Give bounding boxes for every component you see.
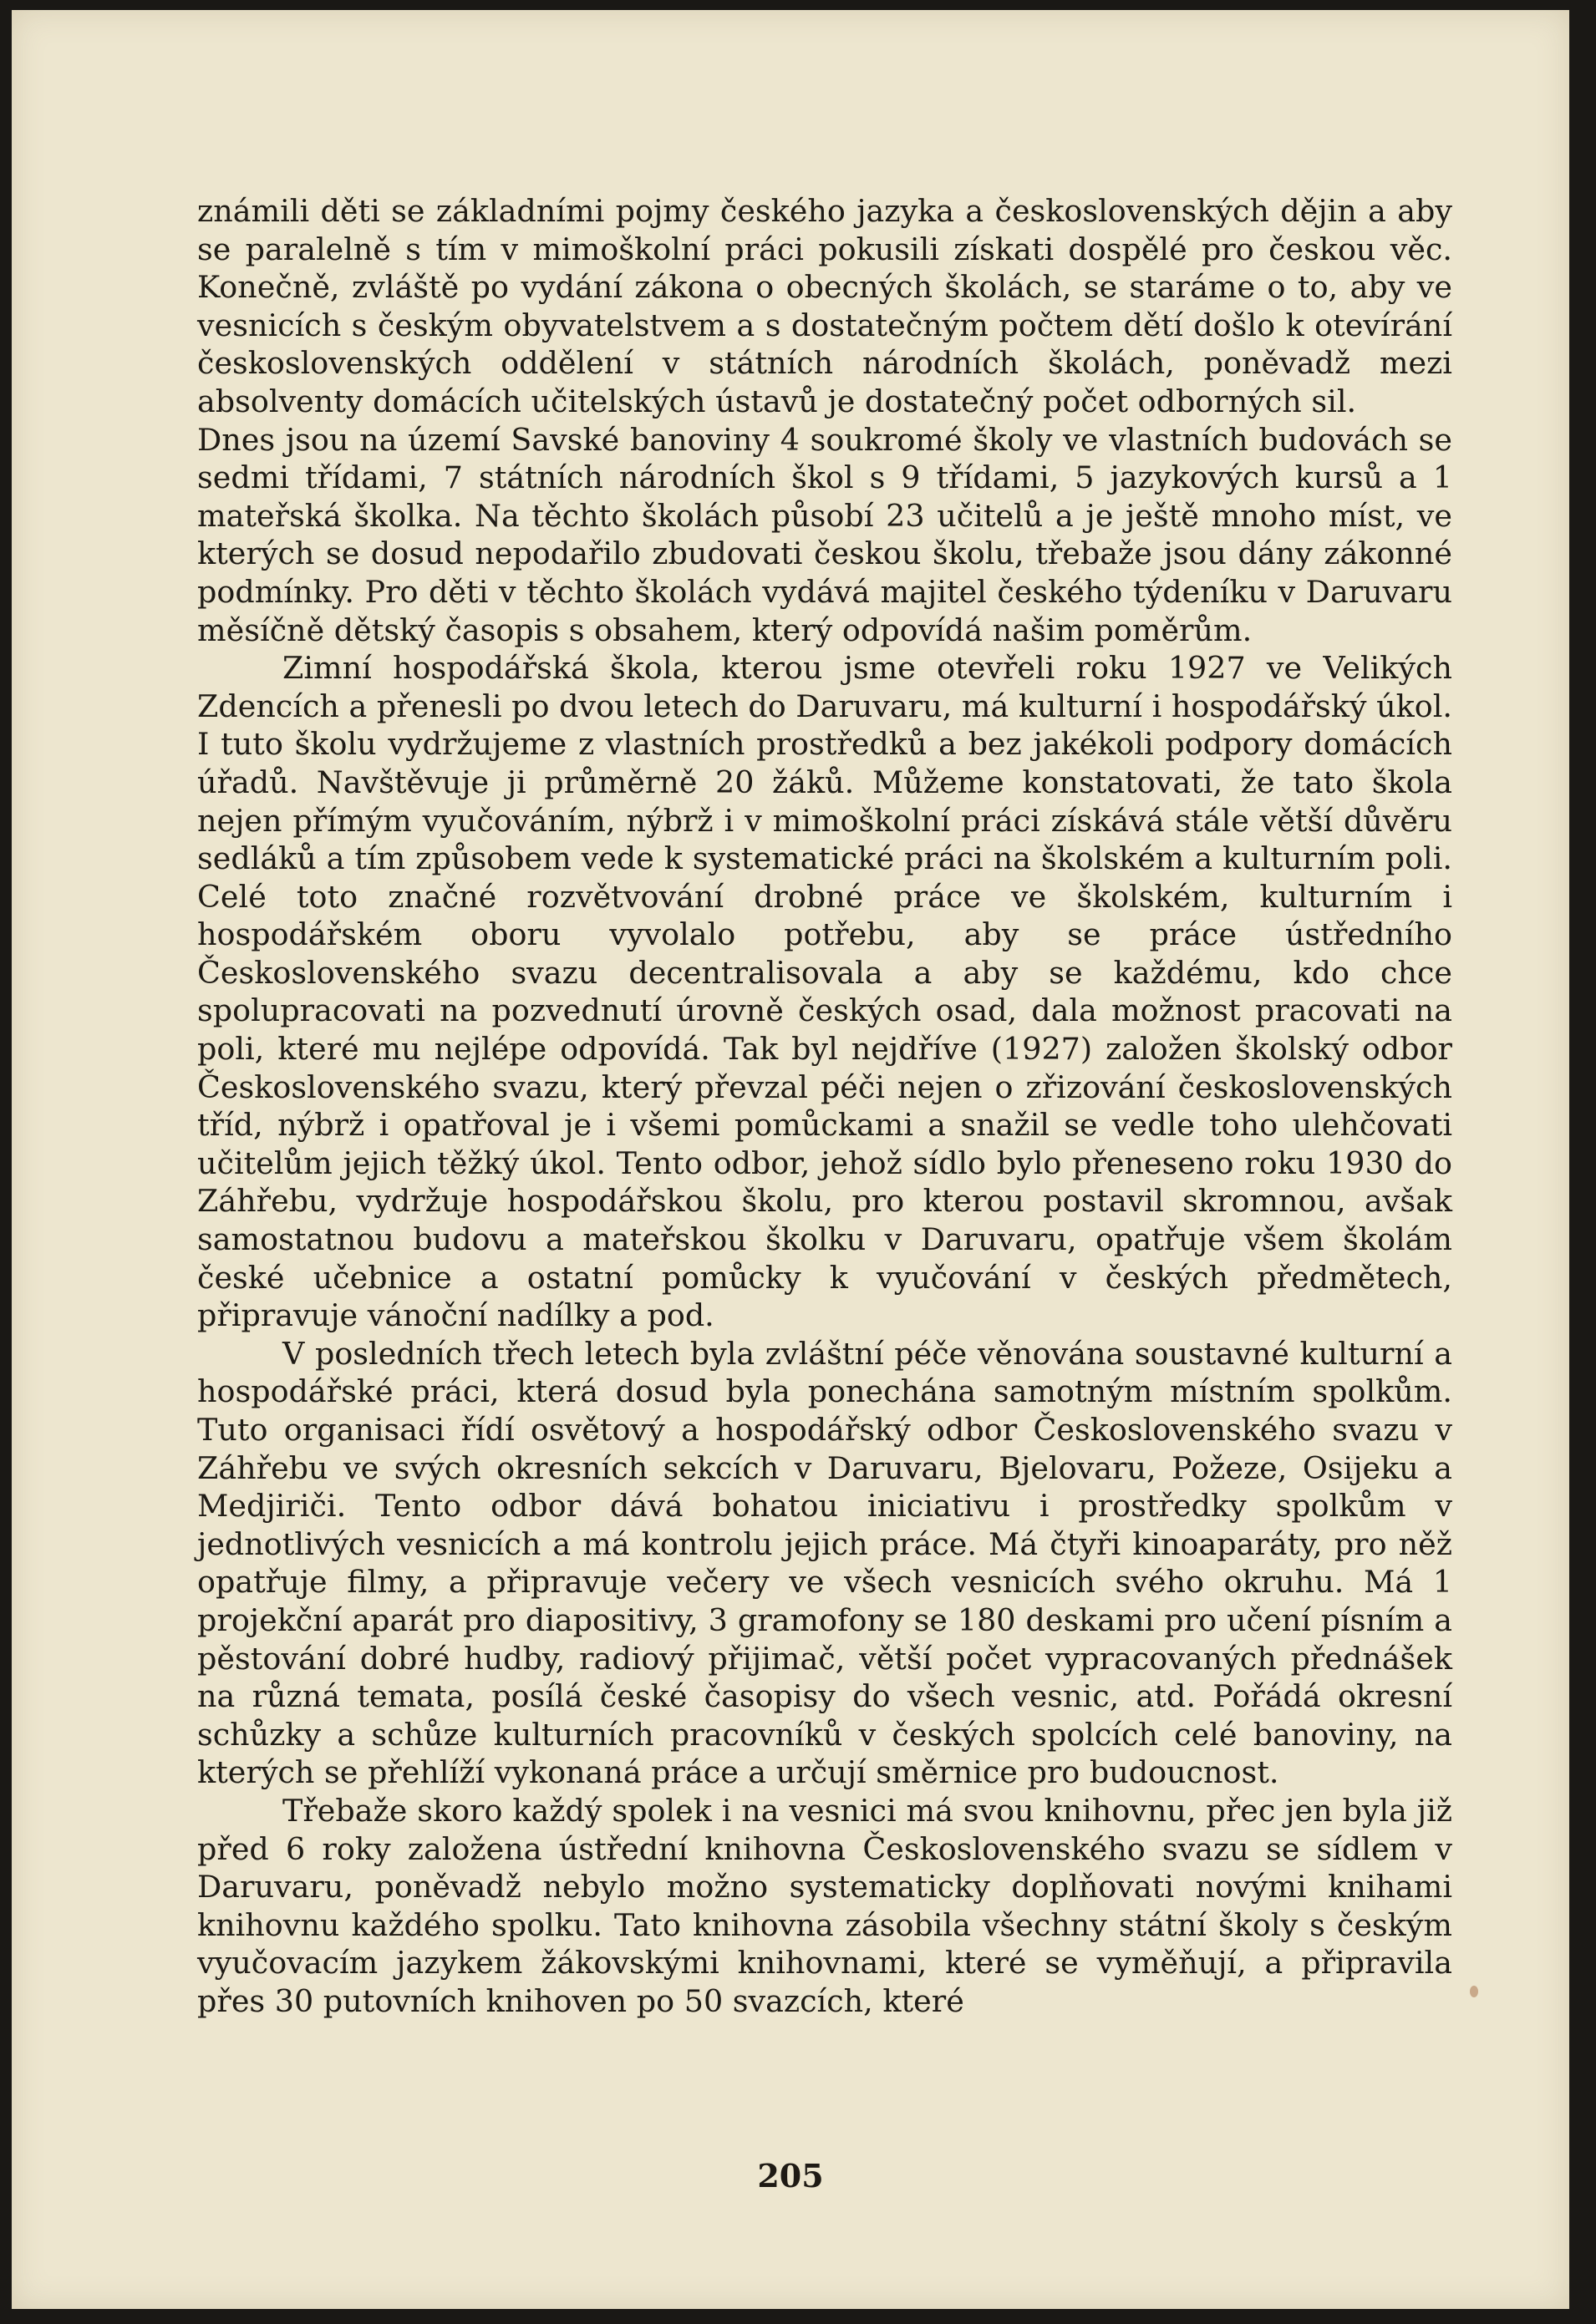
paragraph-3: Zimní hospodářská škola, kterou jsme otevřeli roku 1927 ve Velikých Zdencích a přenesli po dvou letech do Daruvaru, má kulturní i hospodářský úkol. I tuto školu vydržujeme z vlastních prostředků a bez jakékoli podpory domácích úřadů. Navštěvuje ji průměrně 20 žáků. Můžeme konstatovati, že tato škola nejen přímým vyučováním, nýbrž i v mimoškolní práci získává stále větší důvěru sedláků a tím způsobem vede k systematické práci na školském a kulturním poli. Celé toto značné rozvětvování drobné práce ve školském, kulturním i hospodářském oboru vyvolalo potřebu, aby se práce ústředního Československého svazu decentralisovala a aby se každému, kdo chce spolupracovati na pozvednutí úrovně českých osad, dala možnost pracovati na poli, které mu nejlépe odpovídá. Tak byl nejdříve (1927) založen školský odbor Československého svazu, který převzal péči nejen o zřizování československých tříd, nýbrž i opatřoval je i všemi pomůckami a snažil se vedle toho ulehčovati učitelům jejich těžký úkol. Tento odbor, jehož sídlo bylo přeneseno roku 1930 do Záhřebu, vydržuje hospodářskou školu, pro kterou postavil skromnou, avšak samostatnou budovu a mateřskou školku v Daruvaru, opatřuje všem školám české učebnice a ostatní pomůcky k vyučování v českých předmětech, připravuje vánoční nadílky a pod. <box>197 650 1452 1334</box>
body-text <box>197 192 1452 2021</box>
paragraph-5: Třebaže skoro každý spolek i na vesnici má svou knihovnu, přec jen byla již před 6 roky založena ústřední knihovna Československého svazu se sídlem v Daruvaru, poněvadž nebylo možno systematicky doplňovati novými knihami knihovnu každého spolku. Tato knihovna zásobila všechny státní školy s českým vyučovacím jazykem žákovskými knihovnami, které se vyměňují, a připravila přes 30 putovních knihoven po 50 svazcích, které <box>197 1792 1452 2019</box>
margin-mark <box>1470 1986 1478 1997</box>
paragraph-1: známili děti se základními pojmy českého jazyka a československých dějin a aby se paralelně s tím v mimoškolní práci pokusili získati dospělé pro českou věc. Konečně, zvláště po vydání zákona o obecných školách, se staráme o to, aby ve vesnicích s českým obyvatelstvem a s dostatečným počtem dětí došlo k otevírání československých oddělení v státních národních školách, poněvadž mezi absolventy domácích učitelských ústavů je dostatečný počet odborných sil. <box>197 193 1452 419</box>
page-number: 205 <box>757 2157 824 2195</box>
paragraph-4: V posledních třech letech byla zvláštní péče věnována soustavné kulturní a hospodářské práci, která dosud byla ponechána samotným místním spolkům. Tuto organisaci řídí osvětový a hospodářský odbor Československého svazu v Záhřebu ve svých okresních sekcích v Daruvaru, Bjelovaru, Požeze, Osijeku a Medjiriči. Tento odbor dává bohatou iniciativu i prostředky spolkům v jednotlivých vesnicích a má kontrolu jejich práce. Má čtyři kinoaparáty, pro něž opatřuje filmy, a připravuje večery ve všech vesnicích svého okruhu. Má 1 projekční aparát pro diapositivy, 3 gramofony se 180 deskami pro učení písním a pěstování dobré hudby, radiový přijimač, větší počet vypracovaných přednášek na různá temata, posílá české časopisy do všech vesnic, atd. Pořádá okresní schůzky a schůze kulturních pracovníků v českých spolcích celé banoviny, na kterých se přehlíží vykonaná práce a určují směrnice pro budoucnost. <box>197 1335 1452 1791</box>
paragraph-2: Dnes jsou na území Savské banoviny 4 soukromé školy ve vlastních budovách se sedmi třídami, 7 státních národních škol s 9 třídami, 5 jazykových kursů a 1 mateřská školka. Na těchto školách působí 23 učitelů a je ještě mnoho míst, ve kterých se dosud nepodařilo zbudovati českou školu, třebaže jsou dány zákonné podmínky. Pro děti v těchto školách vydává majitel českého týdeníku v Daruvaru měsíčně dětský časopis s obsahem, který odpovídá našim poměrům. <box>197 421 1452 648</box>
book-page <box>12 10 1569 2309</box>
